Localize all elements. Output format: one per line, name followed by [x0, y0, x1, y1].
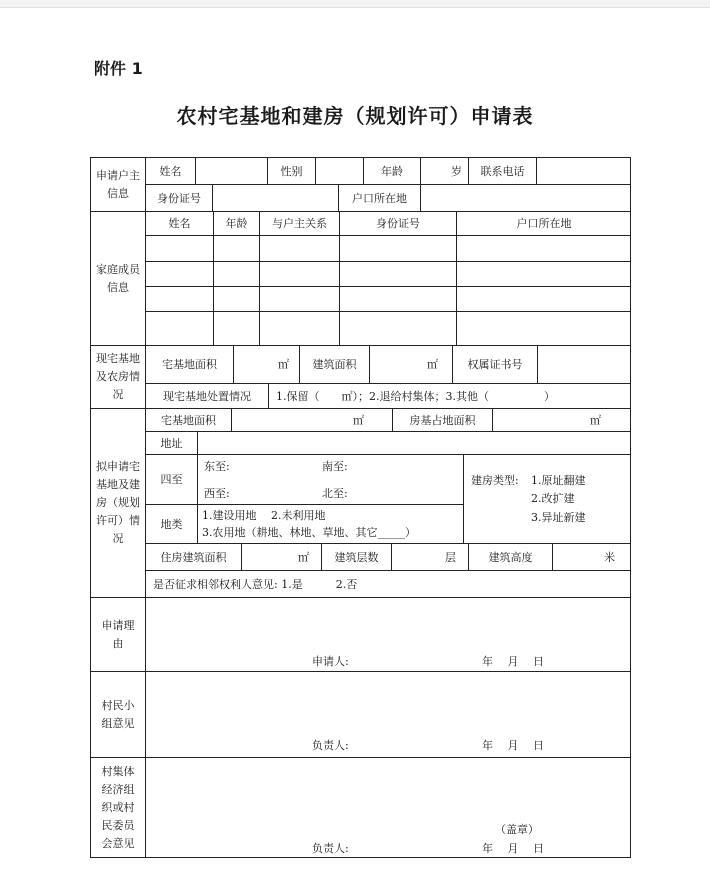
height-label: 建筑高度: [468, 543, 552, 570]
collective-sign-date: 年 月 日: [482, 842, 544, 855]
family-row-1-reg[interactable]: [456, 235, 631, 261]
family-row-3-id[interactable]: [339, 286, 456, 311]
current-homestead-area-label: 宅基地面积: [145, 345, 233, 383]
family-row-2-id[interactable]: [339, 261, 456, 286]
north-label: 北至:: [322, 487, 348, 500]
footprint-area-label: 房基占地面积: [392, 408, 492, 431]
family-row-2-age[interactable]: [213, 261, 259, 286]
group-section-label: 村民小组意见: [90, 671, 145, 757]
phone-label: 联系电话: [468, 157, 536, 184]
family-header-age: 年龄: [213, 211, 259, 235]
family-row-1-name[interactable]: [145, 235, 213, 261]
group-sign-date: 年 月 日: [482, 739, 544, 752]
reason-field[interactable]: [145, 597, 631, 671]
age-label: 年龄: [363, 157, 420, 184]
group-signer-label: 负责人:: [312, 739, 349, 752]
phone-field[interactable]: [536, 157, 631, 184]
unit-m2: ㎡: [427, 358, 438, 371]
neighbor-consent[interactable]: 是否征求相邻权利人意见: 1.是 2.否: [145, 570, 631, 597]
family-row-4-relation[interactable]: [259, 311, 339, 345]
land-type-line-1: 1.建设用地 2.未利用地: [202, 509, 326, 522]
build-type-label: 建房类型:: [471, 474, 519, 487]
family-header-reg: 户口所在地: [456, 211, 631, 235]
unit-m2: ㎡: [298, 550, 309, 564]
unit-m2: ㎡: [278, 358, 289, 371]
age-unit: 岁: [451, 164, 462, 178]
family-section-label: 家庭成员信息: [90, 211, 145, 345]
family-row-4-id[interactable]: [339, 311, 456, 345]
disposal-options[interactable]: 1.保留（ ㎡）；2.退给村集体；3.其他（ ）: [268, 383, 631, 408]
age-field[interactable]: [420, 157, 468, 184]
family-row-4-age[interactable]: [213, 311, 259, 345]
collective-opinion-field[interactable]: [145, 757, 631, 858]
residential-area-label: 住房建筑面积: [145, 543, 241, 570]
current-building-area-field[interactable]: [369, 345, 452, 383]
floors-label: 建筑层数: [321, 543, 391, 570]
family-row-4-name[interactable]: [145, 311, 213, 345]
boundaries-label: 四至: [145, 454, 197, 504]
current-building-area-label: 建筑面积: [299, 345, 369, 383]
proposed-homestead-area-label: 宅基地面积: [145, 408, 231, 431]
cert-no-label: 权属证书号: [452, 345, 537, 383]
current-homestead-area-field[interactable]: [233, 345, 299, 383]
land-type-label: 地类: [145, 504, 197, 543]
family-row-2-relation[interactable]: [259, 261, 339, 286]
name-field[interactable]: [195, 157, 267, 184]
reason-section-label: 申请理由: [90, 597, 145, 671]
south-label: 南至:: [322, 460, 348, 473]
floor-unit: 层: [445, 550, 456, 564]
height-unit: 米: [604, 550, 615, 564]
household-reg-field[interactable]: [420, 184, 631, 211]
id-no-field[interactable]: [212, 184, 338, 211]
family-row-1-age[interactable]: [213, 235, 259, 261]
application-form: [90, 157, 631, 858]
family-header-id: 身份证号: [339, 211, 456, 235]
family-row-3-name[interactable]: [145, 286, 213, 311]
gender-label: 性别: [267, 157, 315, 184]
stamp-label: （盖章）: [495, 823, 539, 836]
id-no-label: 身份证号: [145, 184, 212, 211]
build-type-option-3: 3.异址新建: [531, 511, 586, 524]
collective-section-label: 村集体经济组织或村民委员会意见: [90, 757, 145, 858]
height-field[interactable]: [552, 543, 631, 570]
west-label: 西至:: [204, 487, 230, 500]
applicant-signer-label: 申请人:: [312, 655, 349, 668]
family-header-relation: 与户主关系: [259, 211, 339, 235]
unit-m2: ㎡: [353, 413, 364, 427]
current-section-label: 现宅基地及农房情况: [90, 345, 145, 408]
cert-no-field[interactable]: [537, 345, 631, 383]
family-row-3-relation[interactable]: [259, 286, 339, 311]
form-title: 农村宅基地和建房（规划许可）申请表: [176, 104, 534, 128]
applicant-sign-date: 年 月 日: [482, 655, 544, 668]
family-row-2-name[interactable]: [145, 261, 213, 286]
build-type-option-1: 1.原址翻建: [531, 474, 586, 487]
family-row-1-relation[interactable]: [259, 235, 339, 261]
footprint-area-field[interactable]: [492, 408, 631, 431]
browser-top-strip: [0, 0, 710, 8]
build-type-option-2: 2.改扩建: [531, 492, 575, 505]
family-header-name: 姓名: [145, 211, 213, 235]
unit-m2: ㎡: [590, 413, 601, 427]
address-field[interactable]: [197, 431, 631, 454]
family-row-3-age[interactable]: [213, 286, 259, 311]
applicant-section-label: 申请户主信息: [90, 157, 145, 211]
family-row-2-reg[interactable]: [456, 261, 631, 286]
east-label: 东至:: [204, 460, 230, 473]
residential-area-field[interactable]: [241, 543, 321, 570]
gender-field[interactable]: [315, 157, 363, 184]
group-opinion-field[interactable]: [145, 671, 631, 757]
collective-signer-label: 负责人:: [312, 842, 349, 855]
household-reg-label: 户口所在地: [338, 184, 420, 211]
family-row-1-id[interactable]: [339, 235, 456, 261]
floors-field[interactable]: [391, 543, 468, 570]
attachment-label: 附件 1: [94, 59, 143, 78]
address-label: 地址: [145, 431, 197, 454]
proposed-homestead-area-field[interactable]: [231, 408, 392, 431]
name-label: 姓名: [145, 157, 195, 184]
disposal-label: 现宅基地处置情况: [145, 383, 268, 408]
family-row-4-reg[interactable]: [456, 311, 631, 345]
land-type-line-2: 3.农用地（耕地、林地、草地、其它_____）: [202, 526, 416, 539]
proposed-section-label: 拟申请宅基地及建房（规划许可）情况: [90, 408, 145, 597]
family-row-3-reg[interactable]: [456, 286, 631, 311]
